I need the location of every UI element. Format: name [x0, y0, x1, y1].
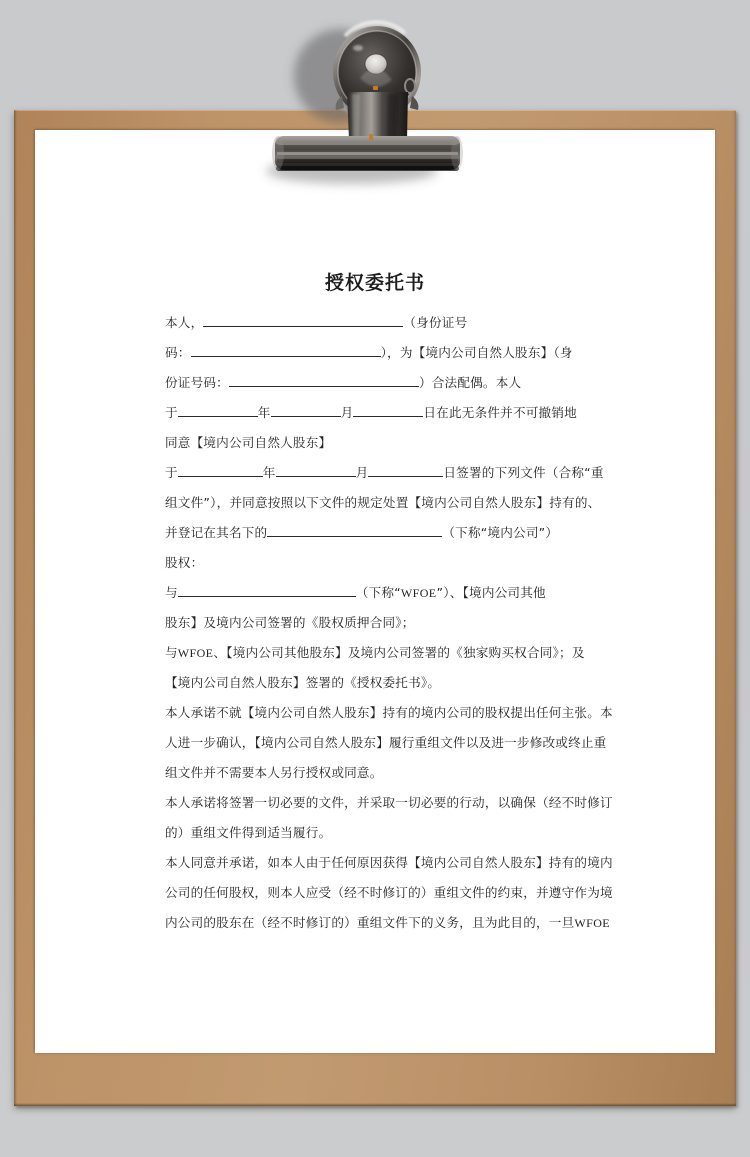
document-text: 码：	[165, 345, 191, 360]
document-text: 组文件并不需要本人另行授权或同意。	[165, 765, 383, 780]
document-text: （身份证号	[403, 315, 468, 330]
document-line	[165, 728, 615, 758]
document-text: ），为【境内公司自然人股东】（身	[380, 345, 573, 360]
latin-term: WFOE	[574, 916, 611, 930]
fill-in-blank-rule	[276, 462, 356, 477]
document-body	[35, 130, 715, 1053]
fill-in-blank-rule	[368, 462, 443, 477]
latin-term: WFOE	[400, 586, 437, 600]
document-text: 份证号码：	[165, 375, 229, 390]
fill-in-blank-rule	[271, 402, 341, 417]
document-text: 于	[165, 465, 178, 480]
clipboard-bottom-edge	[14, 1103, 736, 1106]
document-text: 年	[262, 465, 276, 480]
document-line	[165, 488, 615, 518]
fill-in-blank-rule	[178, 582, 356, 597]
document-text: 日签署的下列文件（合称“重	[443, 465, 604, 480]
clipboard-left-edge	[14, 110, 17, 1106]
page-title: 授权委托书	[324, 272, 425, 294]
document-text: 与	[165, 585, 178, 600]
document-text: 于	[165, 405, 178, 420]
document-text: ）合法配偶。本人	[418, 375, 522, 390]
document-line	[165, 398, 615, 428]
document-text: ”）、【境内公司其他	[436, 585, 546, 600]
fill-in-blank-rule	[267, 522, 442, 537]
latin-term: WFOE	[177, 646, 214, 660]
document-text: 股东】及境内公司签署的《股权质押合同》；	[165, 615, 415, 630]
document-line	[165, 548, 615, 578]
document-text: 日在此无条件并不可撤销地	[423, 405, 577, 420]
document-text: （下称“境内公司”）	[442, 525, 559, 540]
fill-in-blank-rule	[178, 402, 258, 417]
document-text: 的）重组文件得到适当履行。	[165, 825, 332, 840]
document-text: 组文件”），并同意按照以下文件的规定处置【境内公司自然人股东】持有的、	[165, 495, 601, 510]
document-text: 本人，	[165, 315, 204, 330]
document-line	[165, 908, 615, 938]
document-text: 月	[340, 405, 354, 420]
document-line	[165, 668, 615, 698]
document-text: 并登记在其名下的	[165, 525, 268, 540]
document-line	[165, 578, 615, 608]
document-text: 与	[165, 645, 178, 660]
document-text: 本人同意并承诺，如本人由于任何原因获得【境内公司自然人股东】持有的境内	[165, 855, 613, 870]
fill-in-blank-rule	[229, 372, 419, 387]
document-line	[165, 848, 615, 878]
document-line	[165, 338, 615, 368]
document-text: 内公司的股东在（经不时修订的）重组文件下的义务，且为此目的，一旦	[165, 915, 575, 930]
fill-in-blank-rule	[203, 312, 403, 327]
document-text: 公司的任何股权，则本人应受（经不时修订的）重组文件的约束，并遵守作为境	[165, 885, 613, 900]
paper-sheet	[35, 130, 715, 1053]
document-line	[165, 878, 615, 908]
document-line	[165, 638, 615, 668]
fill-in-blank-rule	[178, 462, 263, 477]
document-line	[165, 518, 615, 548]
document-text: 本人承诺将签署一切必要的文件，并采取一切必要的行动，以确保（经不时修订	[165, 795, 613, 810]
document-text: 【境内公司自然人股东】签署的《授权委托书》。	[165, 675, 441, 690]
document-text: 年	[257, 405, 271, 420]
document-text: 月	[355, 465, 369, 480]
document-line	[165, 788, 615, 818]
fill-in-blank-rule	[191, 342, 381, 357]
document-line	[165, 608, 615, 638]
fill-in-blank-rule	[353, 402, 423, 417]
document-text: 同意【境内公司自然人股东】	[165, 435, 332, 450]
document-line	[165, 458, 615, 488]
document-text: 人进一步确认，【境内公司自然人股东】履行重组文件以及进一步修改或终止重	[165, 735, 607, 750]
document-line	[165, 818, 615, 848]
document-paragraphs	[165, 308, 615, 938]
document-text: （下称“	[355, 585, 401, 600]
document-line	[165, 308, 615, 338]
document-text: 、【境内公司其他股东】及境内公司签署的《独家购买权合同》；及	[213, 645, 585, 660]
document-line	[165, 698, 615, 728]
document-line	[165, 368, 615, 398]
document-text: 本人承诺不就【境内公司自然人股东】持有的境内公司的股权提出任何主张。本	[165, 705, 613, 720]
document-line	[165, 758, 615, 788]
document-line	[165, 428, 615, 458]
document-text: 股权：	[165, 555, 204, 570]
